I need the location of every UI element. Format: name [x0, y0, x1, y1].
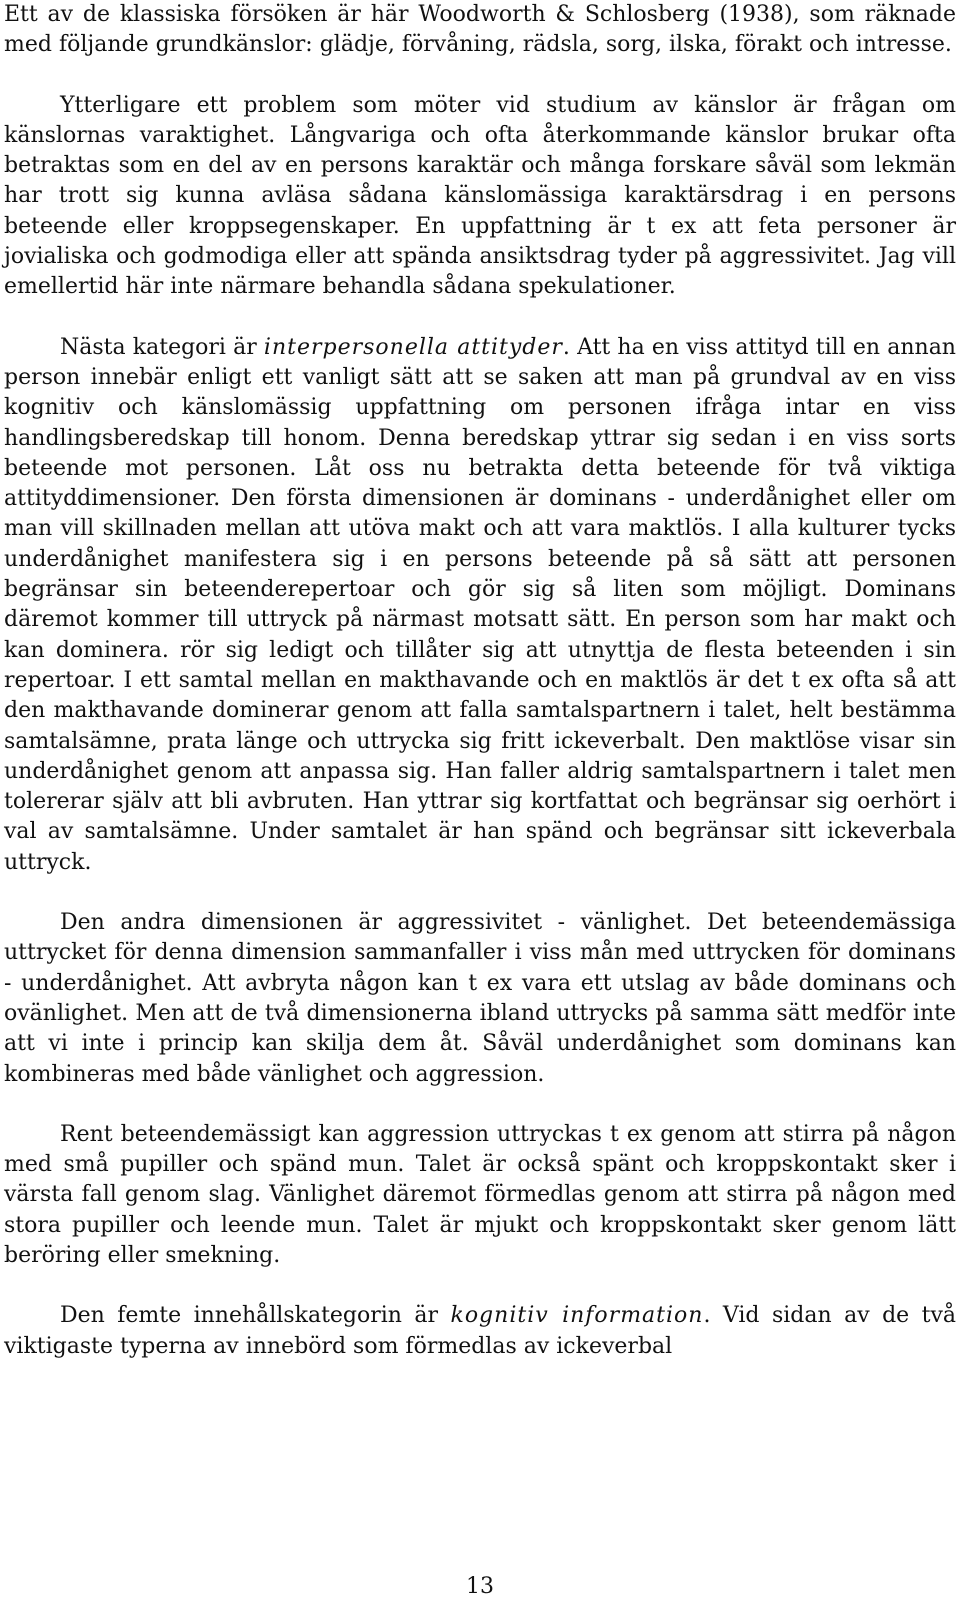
paragraph-text: Ytterligare ett problem som möter vid studium av känslor är frågan om känslornas varaktighet. Långvariga och ofta återkommande känslor brukar ofta betraktas som en del av en persons karaktär och många forskare såväl som lekmän har trott sig kunna avläsa sådana känslomässiga karaktärsdrag i en persons beteende eller kroppsegenskaper. En uppfattning är t ex att feta personer är jovialiska och godmodiga eller att spända ansiktsdrag tyder på aggressivitet. Jag vill emellertid här inte närmare behandla sådana spekulationer.	[4, 92, 956, 300]
paragraph	[4, 0, 956, 61]
emphasized-term: interpersonella attityder	[263, 334, 563, 360]
paragraph-text: Den femte innehållskategorin är	[60, 1303, 451, 1329]
paragraph-text: Ett av de klassiska försöken är här Woodworth & Schlosberg (1938), som räknade med följande grundkänslor: glädje, förvåning, rädsla, sorg, ilska, förakt och intresse.	[4, 2, 956, 58]
paragraph-text: . Vid sidan av de två viktigaste typerna av innebörd som förmedlas av ickeverbal	[4, 1303, 956, 1359]
paragraph-text: Rent beteendemässigt kan aggression uttryckas t ex genom att stirra på någon med små pupiller och spänd mun. Talet är också spänt och kroppskontakt sker i värsta fall genom slag. Vänlighet däremot förmedlas genom att stirra på någon med stora pupiller och leende mun. Talet är mjukt och kroppskontakt sker genom lätt beröring eller smekning.	[4, 1121, 956, 1268]
emphasized-term: kognitiv information	[450, 1303, 704, 1329]
paragraph-text: Den andra dimensionen är aggressivitet - vänlighet. Det beteendemässiga uttrycket för denna dimension sammanfaller i viss mån med uttrycken för dominans - underdånighet. Att avbryta någon kan t ex vara ett utslag av både dominans och ovänlighet. Men att de två dimensionerna ibland uttrycks på samma sätt medför inte att vi inte i princip kan skilja dem åt. Såväl underdånighet som dominans kan kombineras med både vänlighet och aggression.	[4, 910, 956, 1087]
paragraph-text: . Att ha en viss attityd till en annan person innebär enligt ett vanligt sätt att se saken att man på grundval av en viss kognitiv och känslomässig uppfattning om personen ifråga intar en viss handlingsberedskap till honom. Denna beredskap yttrar sig sedan i en viss sorts beteende mot personen. Låt oss nu betrakta detta beteende för två viktiga attityddimensioner. Den första dimensionen är dominans - underdånighet eller om man vill skillnaden mellan att utöva makt och att vara maktlös. I alla kulturer tycks underdånighet manifestera sig i en persons beteende på så sätt att personen begränsar sin beteenderepertoar och gör sig så liten som möjligt. Dominans däremot kommer till uttryck på närmast motsatt sätt. En person som har makt och kan dominera. rör sig ledigt och tillåter sig att utnyttja de flesta beteenden i sin repertoar. I ett samtal mellan en makthavande och en maktlös är det t ex ofta så att den makthavande dominerar genom att falla samtalspartnern i talet, helt bestämma samtalsämne, prata länge och uttrycka sig fritt ickeverbalt. Den maktlöse visar sin underdånighet genom att anpassa sig. Han faller aldrig samtalspartnern i talet men tolererar själv att bli avbruten. Han yttrar sig kortfattat och begränsar sig oerhört i val av samtalsämne. Under samtalet är han spänd och begränsar sitt ickeverbala uttryck.	[4, 334, 956, 875]
paragraph	[4, 1301, 956, 1362]
paragraph	[4, 333, 956, 878]
paragraph	[4, 1120, 956, 1271]
body-text	[4, 0, 956, 1362]
paragraph	[4, 91, 956, 303]
paragraph-text: Nästa kategori är	[60, 334, 264, 360]
page-number: 13	[466, 1574, 494, 1599]
paragraph	[4, 908, 956, 1090]
